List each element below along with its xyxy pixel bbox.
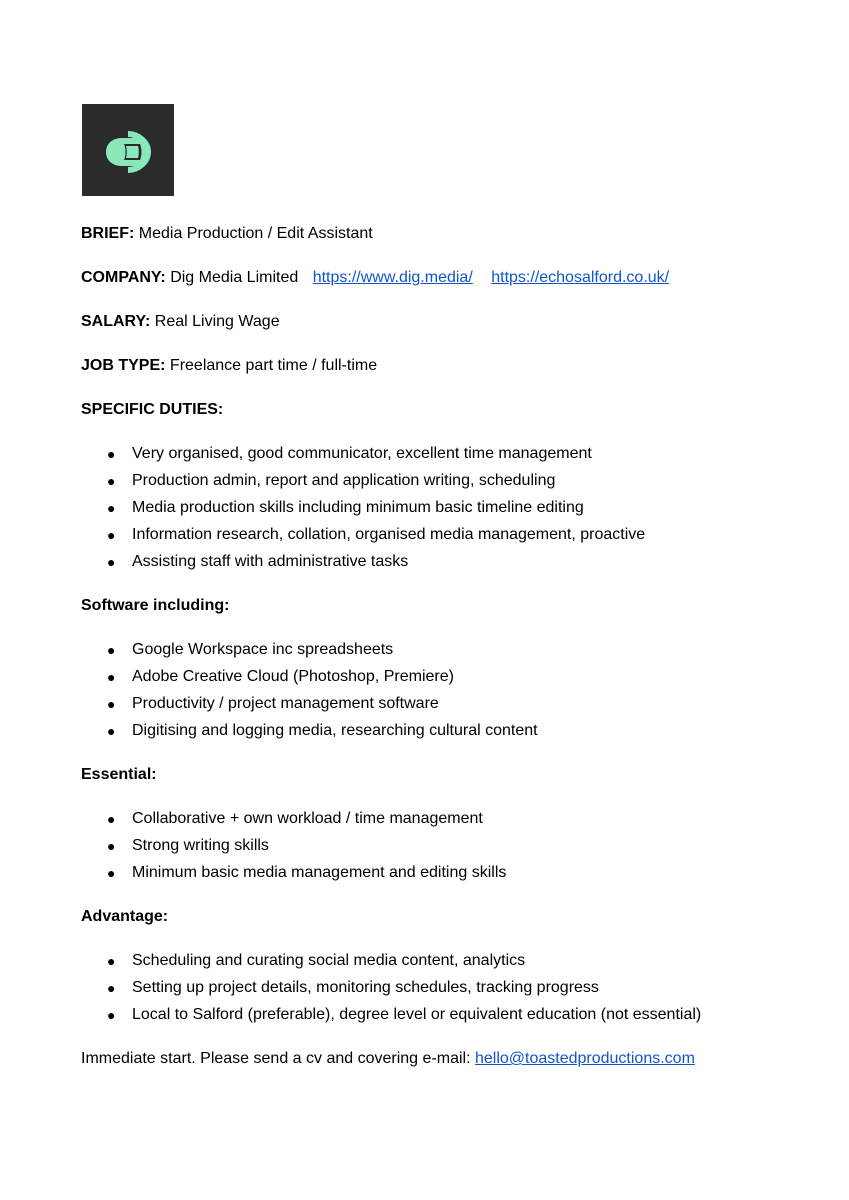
list-item: ● Setting up project details, monitoring schedules, tracking progress (107, 979, 599, 996)
bullet-icon: ● (107, 865, 116, 881)
essential-title: Essential: (81, 766, 157, 783)
brief-label: BRIEF: (81, 225, 135, 242)
footer-text: Immediate start. Please send a cv and covering e-mail: (81, 1050, 471, 1067)
job-type-value: Freelance part time / full-time (169, 357, 378, 374)
list-item: ● Productivity / project management software (107, 695, 439, 712)
list-item: ● Collaborative + own workload / time management (107, 810, 483, 827)
list-item: ● Local to Salford (preferable), degree level or equivalent education (not essential) (107, 1006, 702, 1023)
brief-line (81, 224, 821, 244)
advantage-list (81, 951, 821, 1025)
company-value: Dig Media Limited (170, 269, 299, 286)
duties-list (81, 444, 821, 572)
bullet-icon: ● (107, 696, 116, 712)
list-item: ● Very organised, good communicator, excellent time management (107, 445, 592, 462)
bullet-icon: ● (107, 723, 116, 739)
list-item: ● Google Workspace inc spreadsheets (107, 641, 394, 658)
advantage-title: Advantage: (81, 908, 169, 925)
list-item: ● Assisting staff with administrative tasks (107, 553, 409, 570)
bullet-icon: ● (107, 446, 116, 462)
list-item: ● Adobe Creative Cloud (Photoshop, Premiere) (107, 668, 454, 685)
bullet-icon: ● (107, 554, 116, 570)
bullet-icon: ● (107, 500, 116, 516)
bullet-icon: ● (107, 527, 116, 543)
contact-email-link[interactable]: hello@toastedproductions.com (474, 1050, 695, 1067)
list-item: ● Production admin, report and application writing, scheduling (107, 472, 556, 489)
company-label: COMPANY: (81, 269, 166, 286)
bullet-icon: ● (107, 953, 116, 969)
dig-media-logo-icon (82, 104, 174, 196)
salary-value: Real Living Wage (154, 313, 280, 330)
list-item: ● Digitising and logging media, researching cultural content (107, 722, 538, 739)
list-item: ● Information research, collation, organised media management, proactive (107, 526, 646, 543)
job-posting (81, 224, 821, 1093)
dig-media-link[interactable]: https://www.dig.media/ (312, 269, 473, 286)
echo-salford-link[interactable]: https://echosalford.co.uk/ (491, 269, 670, 286)
list-item: ● Strong writing skills (107, 837, 269, 854)
salary-line (81, 312, 821, 332)
list-item: ● Minimum basic media management and editing skills (107, 864, 507, 881)
company-line (81, 268, 821, 288)
bullet-icon: ● (107, 642, 116, 658)
job-type-line (81, 356, 821, 376)
software-title: Software including: (81, 597, 230, 614)
bullet-icon: ● (107, 669, 116, 685)
list-item: ● Media production skills including minimum basic timeline editing (107, 499, 584, 516)
bullet-icon: ● (107, 838, 116, 854)
list-item: ● Scheduling and curating social media content, analytics (107, 952, 526, 969)
job-type-label: JOB TYPE: (81, 357, 166, 374)
brief-value: Media Production / Edit Assistant (138, 225, 373, 242)
footer-line (81, 1049, 821, 1069)
essential-list (81, 809, 821, 883)
salary-label: SALARY: (81, 313, 151, 330)
bullet-icon: ● (107, 811, 116, 827)
company-logo (82, 104, 174, 196)
duties-title: SPECIFIC DUTIES: (81, 401, 224, 418)
software-list (81, 640, 821, 741)
bullet-icon: ● (107, 473, 116, 489)
bullet-icon: ● (107, 980, 116, 996)
bullet-icon: ● (107, 1007, 116, 1023)
